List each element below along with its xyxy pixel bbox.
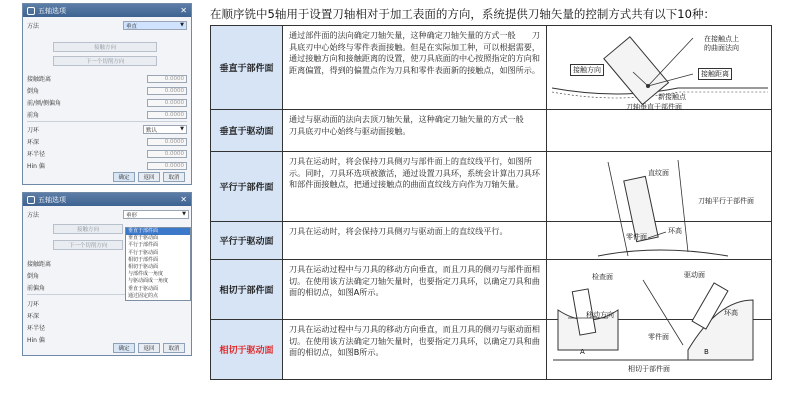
field-row	[27, 335, 121, 344]
field-input[interactable]: 0.0000	[147, 150, 187, 158]
table-row	[211, 110, 771, 152]
contact-direction-button[interactable]: 接触方向	[53, 224, 123, 234]
next-cut-direction-button[interactable]: 下一个切削方向	[53, 56, 157, 66]
dropdown-option[interactable]: 相切于驱动面	[128, 263, 159, 270]
table-row	[211, 26, 771, 110]
method-name: 垂直于驱动面	[211, 110, 283, 151]
dialog-title: 五轴选项	[38, 6, 66, 15]
dialog-footer	[113, 343, 185, 353]
method-dropdown-list	[125, 227, 191, 301]
cancel-button[interactable]: 取消	[163, 172, 185, 182]
field-row	[27, 149, 187, 158]
figure-empty	[548, 110, 771, 151]
method-name: 垂直于部件面	[211, 26, 283, 109]
figure-label: 零件面	[626, 233, 647, 241]
close-icon[interactable]: ✕	[180, 195, 187, 204]
field-input[interactable]: 0.0000	[147, 162, 187, 170]
method-label: 方法	[27, 23, 40, 30]
dropdown-option[interactable]: 垂直于驱动面	[128, 285, 159, 292]
figure-normal-to-part	[548, 26, 771, 109]
field-label: 前/倾/侧偏角	[27, 100, 62, 107]
figure-label: 接触距离	[698, 68, 732, 80]
table-row	[211, 260, 771, 320]
table-row	[211, 222, 771, 260]
ok-button[interactable]: 确定	[113, 343, 135, 353]
method-value: 垂形	[126, 212, 138, 219]
dialog-title-bar	[23, 4, 191, 17]
figure-label: B	[704, 348, 709, 356]
back-button[interactable]: 返回	[138, 343, 160, 353]
figure-label: A	[580, 348, 585, 356]
field-input[interactable]: 0.0000	[147, 138, 187, 146]
field-row	[27, 74, 187, 83]
figure-tangent-continued	[548, 320, 771, 379]
dropdown-option[interactable]: 与部件成一角度	[128, 271, 164, 278]
method-name: 相切于部件面	[211, 260, 283, 319]
ok-button[interactable]: 确定	[113, 172, 135, 182]
dialog-footer	[113, 172, 185, 182]
ring-label: 刀环	[27, 301, 40, 308]
method-description: 通过部件面的法向确定刀轴矢量，这种确定刀轴矢量的方式一般 刀具底刃中心始终与零件表面接触。但是在实际加工种，可以根据需要，通过接触方向和接触距离的设置，使刀具底面的中心按照指定的方向和距离偏置，得到的偏置点作为刀具和零件表面新的接触点，如图所示。	[284, 26, 547, 109]
method-label: 方法	[27, 212, 40, 219]
field-row	[27, 259, 121, 268]
dropdown-option[interactable]: 平行于部件面	[128, 242, 159, 249]
dropdown-option[interactable]: 垂直于部件面	[126, 228, 190, 235]
method-select[interactable]	[123, 21, 187, 30]
field-row	[27, 311, 121, 320]
back-button[interactable]: 返回	[138, 172, 160, 182]
field-row	[27, 110, 187, 119]
field-input[interactable]: 0.0000	[147, 99, 187, 107]
field-label: 环半径	[27, 151, 46, 158]
field-label: 倒角	[27, 88, 40, 95]
field-label: 接触距离	[27, 261, 52, 268]
figure-caption: 刀轴平行于部件面	[698, 197, 754, 205]
five-axis-dialog-1	[22, 3, 192, 185]
field-label: 前角	[27, 112, 40, 119]
figure-label: 环高	[668, 227, 682, 235]
method-description: 刀具在运动过程中与刀具的移动方向垂直，而且刀具的侧刃与部件面相切。在使用该方法确定刀轴矢量时，也要指定刀具环，以确定刀具和曲面的相切点，如图A所示。	[284, 260, 547, 319]
field-row	[27, 86, 187, 95]
method-name: 相切于驱动面	[211, 320, 283, 379]
figure-label: 直纹面	[648, 169, 669, 177]
app-icon	[27, 196, 35, 204]
figure-caption: 刀轴垂直于部件面	[626, 103, 682, 111]
ring-row	[27, 299, 121, 308]
dropdown-option[interactable]: 垂直于驱动面	[128, 235, 159, 242]
method-description: 通过与驱动面的法向去顶刀轴矢量，这种确定刀轴矢量的方式一般 刀具底刃中心始终与驱动面接触。	[284, 110, 547, 151]
method-select[interactable]	[123, 210, 189, 219]
method-value: 垂直	[126, 23, 138, 30]
slide-heading: 在顺序铣中5轴用于设置刀轴相对于加工表面的方向，系统提供刀轴矢量的控制方式共有以下10种：	[210, 7, 715, 21]
contact-direction-button[interactable]: 接触方向	[53, 42, 157, 52]
field-label: 环半径	[27, 325, 46, 332]
ring-label: 刀环	[27, 127, 40, 134]
tool-axis-table	[210, 25, 772, 380]
field-input[interactable]: 0.0000	[147, 111, 187, 119]
five-axis-dialog-2	[22, 192, 192, 356]
dropdown-option[interactable]: 通过固定的点	[128, 292, 159, 299]
figure-parallel-continued	[548, 222, 771, 259]
dropdown-option[interactable]: 相切于部件面	[128, 256, 159, 263]
figure-tangent	[548, 260, 771, 319]
cancel-button[interactable]: 取消	[163, 343, 185, 353]
method-description: 刀具在运动时，将会保持刀具侧刃与部件面上的直纹线平行，如图所示。同时，刀具环选项被激活，通过设置刀具环，系统会计算出刀具环和部件面接触点，把通过接触点的曲面直纹线方向作为刀轴矢量。	[284, 152, 547, 221]
field-label: 环深	[27, 139, 40, 146]
field-label: Hin 偏	[27, 163, 45, 170]
field-row	[27, 283, 121, 292]
next-cut-direction-button[interactable]: 下一个切削方向	[53, 240, 123, 250]
figure-label: 接触方向	[570, 64, 604, 76]
figure-label: 零件面	[648, 333, 669, 341]
field-label: 环深	[27, 313, 40, 320]
dialog-title-bar	[23, 193, 191, 206]
dialog-title: 五轴选项	[38, 195, 66, 204]
figure-label: 的曲面法向	[704, 44, 739, 52]
method-description: 刀具在运动时，将会保持刀具侧刃与驱动面上的直纹线平行。	[284, 222, 547, 259]
field-row	[27, 161, 187, 170]
field-label: Hin 偏	[27, 337, 45, 344]
field-row	[27, 98, 187, 107]
figure-caption: 相切于部件面	[628, 365, 670, 373]
chevron-down-icon: ▼	[180, 126, 184, 132]
field-input[interactable]: 0.0000	[147, 87, 187, 95]
figure-label: 检查面	[592, 273, 613, 281]
method-name: 平行于部件面	[211, 152, 283, 221]
figure-label: 驱动面	[684, 271, 705, 279]
figure-label: 新接触点	[658, 93, 686, 101]
field-label: 前偏角	[27, 285, 46, 292]
field-input[interactable]: 0.0000	[147, 75, 187, 83]
close-icon[interactable]: ✕	[180, 6, 187, 15]
chevron-down-icon: ▼	[180, 22, 184, 28]
dropdown-option[interactable]: 与驱动面成一角度	[128, 278, 169, 285]
dropdown-option[interactable]: 平行于驱动面	[128, 249, 159, 256]
figure-label: 在接触点上	[704, 35, 739, 43]
figure-label: 环高	[724, 309, 738, 317]
figure-parallel-to-part	[548, 152, 771, 235]
chevron-down-icon: ▼	[182, 211, 186, 217]
divider	[27, 121, 187, 122]
figure-label: 移动方向	[586, 311, 614, 319]
ring-select[interactable]	[143, 125, 187, 134]
ring-value: 默认	[146, 127, 158, 134]
field-row	[27, 137, 187, 146]
field-label: 倒角	[27, 273, 40, 280]
field-label: 接触距离	[27, 76, 52, 83]
table-row	[211, 320, 771, 379]
method-name: 平行于驱动面	[211, 222, 283, 259]
field-row	[27, 323, 121, 332]
app-icon	[27, 7, 35, 15]
field-row	[27, 271, 121, 280]
method-description: 刀具在运动过程中与刀具的移动方向垂直，而且刀具的侧刃与驱动面相切。在使用该方法确定刀轴矢量时，也要指定刀具环，以确定刀具和曲面的相切点，如图B所示。	[284, 320, 547, 379]
